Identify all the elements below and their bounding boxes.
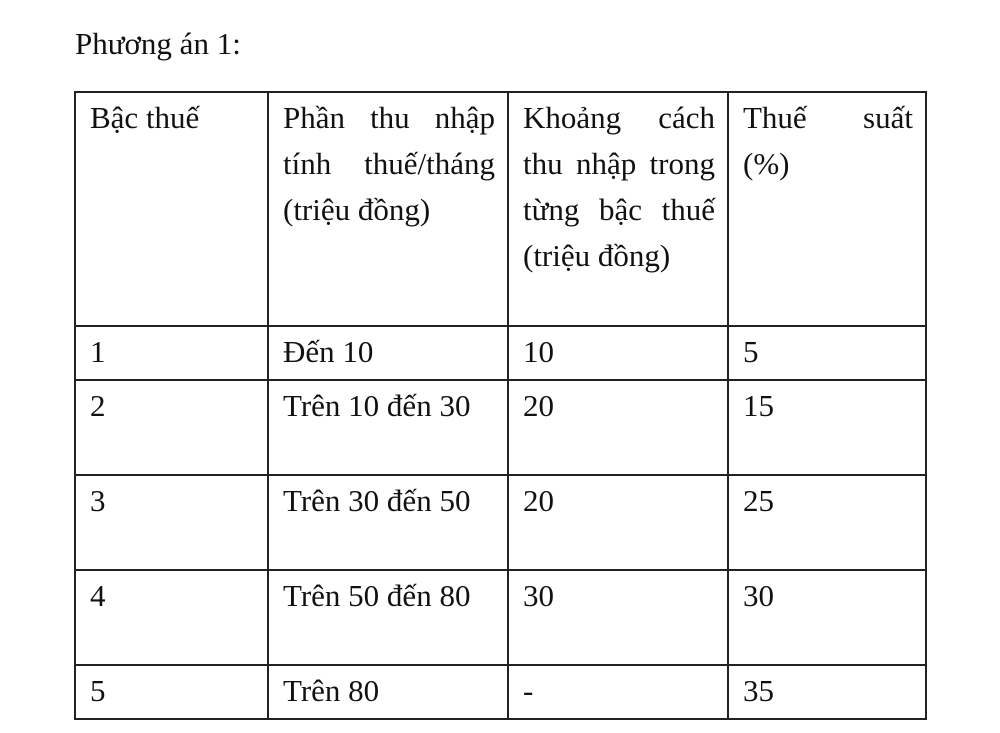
cell-taxable-income: Trên 80: [268, 665, 508, 719]
cell-tax-level: 1: [75, 326, 268, 380]
cell-tax-level: 3: [75, 475, 268, 570]
table-row: [75, 570, 926, 665]
cell-taxable-income: Trên 10 đến 30: [268, 380, 508, 475]
table-header-row: [75, 92, 926, 326]
cell-tax-level: 2: [75, 380, 268, 475]
cell-tax-level: 5: [75, 665, 268, 719]
header-cell-income-range: Khoảng cách thu nhập trong từng bậc thuế (triệu đồng): [508, 92, 728, 326]
table-row: [75, 665, 926, 719]
header-cell-taxable-income: Phần thu nhập tính thuế/tháng (triệu đồng): [268, 92, 508, 326]
cell-tax-rate: 25: [728, 475, 926, 570]
cell-tax-rate: 35: [728, 665, 926, 719]
header-cell-tax-level: Bậc thuế: [75, 92, 268, 326]
cell-tax-rate: 15: [728, 380, 926, 475]
table-row: [75, 380, 926, 475]
cell-taxable-income: Đến 10: [268, 326, 508, 380]
tax-bracket-table: [74, 91, 927, 720]
cell-income-range: 10: [508, 326, 728, 380]
cell-income-range: 20: [508, 380, 728, 475]
cell-tax-level: 4: [75, 570, 268, 665]
cell-taxable-income: Trên 30 đến 50: [268, 475, 508, 570]
cell-tax-rate: 5: [728, 326, 926, 380]
cell-income-range: 20: [508, 475, 728, 570]
cell-taxable-income: Trên 50 đến 80: [268, 570, 508, 665]
header-cell-tax-rate: Thuế suất (%): [728, 92, 926, 326]
cell-income-range: -: [508, 665, 728, 719]
table-row: [75, 326, 926, 380]
table-row: [75, 475, 926, 570]
cell-income-range: 30: [508, 570, 728, 665]
document-heading: Phương án 1:: [75, 26, 241, 61]
cell-tax-rate: 30: [728, 570, 926, 665]
